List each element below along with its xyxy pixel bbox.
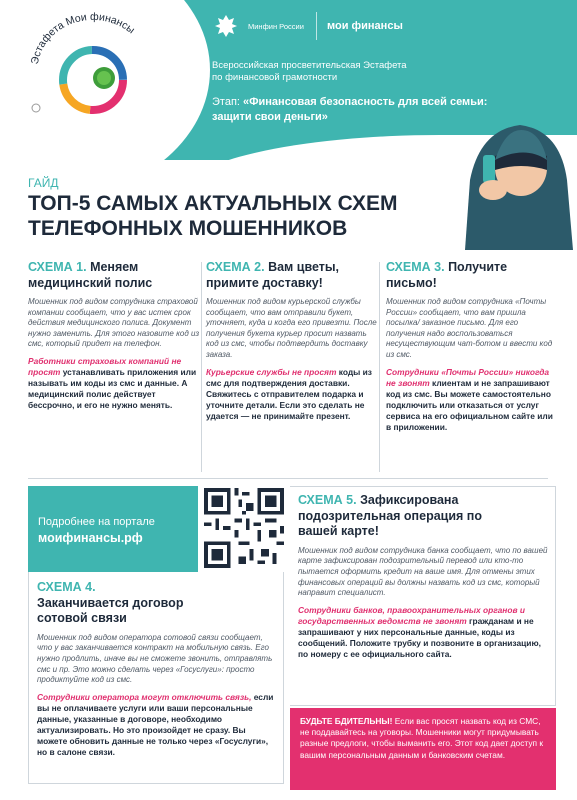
- scheme-2-number: СХЕМА 2.: [206, 260, 265, 274]
- scheme-4-heading: [37, 580, 277, 627]
- relay-line1: Всероссийская просветительская Эстафета: [212, 60, 407, 71]
- scheme-5-warning-text: гражданам и не запрашивают у них персональные данные, коды из сообщений. Положите трубку и позвоните в организацию, по номеру с ее официального сайта.: [298, 615, 541, 659]
- title-line2: ТЕЛЕФОННЫХ МОШЕННИКОВ: [28, 216, 348, 240]
- eagle-emblem-icon: [212, 12, 240, 40]
- minfin-label: Минфин России: [248, 21, 304, 31]
- scheme-5-heading: [298, 493, 488, 540]
- scheme-4-warning-text: если вы не оплачиваете услуги или ваши персональные данные, указанные в договоре, необходимо актуализировать. Но это произойдет не сразу. Вы можете обновить данные не только через «Госуслуги», но в салоне связи.: [37, 691, 274, 758]
- alert-text: Если вас просят назвать код из СМС, не поддавайтесь на уговоры. Мошенники могут придумывать разные предлоги, чтобы выманить его. Этот код дает доступ к вашим персональным данным и банковским счетам.: [300, 716, 544, 760]
- brand-divider: [316, 12, 317, 40]
- scheme-4-warning-highlight: Сотрудники оператора могут отключить связь,: [37, 691, 252, 702]
- scheme-1-warning-highlight: Работники страховых компаний не просят: [28, 355, 182, 378]
- scheme-1-heading: [28, 260, 200, 291]
- scheme-1: [28, 260, 200, 411]
- section-divider: [28, 478, 548, 479]
- hooded-fraudster-illustration: [455, 90, 577, 250]
- scheme-1-number: СХЕМА 1.: [28, 260, 87, 274]
- scheme-1-warning: [28, 356, 200, 411]
- column-divider-1: [201, 262, 202, 472]
- portal-caption: Подробнее на портале: [38, 516, 155, 528]
- portal-banner[interactable]: [28, 486, 198, 572]
- scheme-4-description: Мошенник под видом оператора сотовой связи сообщает, что у вас заканчивается контракт на мобильную связь. Его нужно продлить, иначе вы не сможете звонить, отправлять смс и пр. Это можно сделать через «Госуслуги»: просто продиктуйте код из смс.: [37, 632, 273, 685]
- scheme-2: [206, 260, 378, 422]
- stage-prefix: Этап:: [212, 96, 244, 108]
- scheme-3: [386, 260, 558, 433]
- scheme-2-title: Вам цветы, примите доставку!: [206, 260, 340, 290]
- scheme-4-number: СХЕМА 4.: [37, 580, 96, 594]
- scheme-3-warning-text: клиентам и не запрашивают код из смс. Вы можете самостоятельно подключить или отказаться от услуг сервиса на его официальном сайте или в приложении.: [386, 377, 553, 432]
- vigilance-alert: [290, 708, 556, 790]
- relay-caption: [212, 60, 482, 85]
- alert-heading: БУДЬТЕ БДИТЕЛЬНЫ!: [300, 716, 393, 726]
- logo-text: Эстафета Мои финансы: [28, 10, 137, 66]
- stage-title: «Финансовая безопасность для всей семьи: защити свои деньги»: [212, 96, 488, 123]
- guide-label: ГАЙД: [28, 176, 59, 190]
- qr-code[interactable]: [204, 488, 284, 568]
- scheme-1-title: Меняем медицинский полис: [28, 260, 153, 290]
- scheme-3-heading: [386, 260, 558, 291]
- scheme-5-description: Мошенник под видом сотрудника банка сообщает, что по вашей карте зафиксирован подозрительный перевод или кто-то пытается оформить кредит на ваше имя. Для отмены этих финансовых операций вы должны назвать код из смс, который направит специалист.: [298, 545, 548, 598]
- scheme-5-warning-highlight: Сотрудники банков, правоохранительных органов и государственных ведомств не звонят: [298, 604, 525, 626]
- title-line1: ТОП-5 САМЫХ АКТУАЛЬНЫХ СХЕМ: [28, 192, 398, 215]
- scheme-4-title: Заканчивается договор сотовой связи: [37, 595, 184, 626]
- stage-caption: [212, 95, 492, 125]
- scheme-2-description: Мошенник под видом курьерской службы сообщает, что вам отправили букет, уточняет, куда и когда его привезти. После получения букета курьер просит назвать код из смс, чтобы подтвердить доставку заказа.: [206, 297, 377, 359]
- portal-link[interactable]: моифинансы.рф: [38, 531, 143, 545]
- relay-line2: по финансовой грамотности: [212, 72, 338, 84]
- scheme-5: [290, 486, 556, 706]
- scheme-1-description: Мошенник под видом сотрудника страховой компании сообщает, что у вас истек срок действия медицинского полиса. Документ нужно заменить. Для этого назовите код из смс, который придет на телефон.: [28, 297, 200, 349]
- scheme-4-warning: [37, 692, 277, 759]
- scheme-2-warning-highlight: Курьерские службы не просят: [206, 366, 337, 377]
- scheme-2-heading: [206, 260, 378, 291]
- scheme-5-title: Зафиксирована подозрительная операция по вашей карте!: [298, 493, 482, 539]
- scheme-5-warning: [298, 605, 549, 660]
- scheme-3-title: Получите письмо!: [386, 260, 508, 290]
- scheme-4: [28, 572, 284, 784]
- scheme-3-description: Мошенник под видом сотрудника «Почты России» сообщает, что вам пришла посылка/ заказное письмо. Для его получения надо воспользоваться несуществующим чат-ботом и ввести код из смс.: [386, 297, 553, 359]
- scheme-3-warning: [386, 367, 558, 434]
- scheme-5-number: СХЕМА 5.: [298, 493, 357, 507]
- scheme-1-warning-text: устанавливать приложения или называть им коды из смс и данные. А медицинский полис действует бессрочно, и его не нужно менять.: [28, 367, 197, 411]
- brand-block: [212, 12, 403, 40]
- moi-finansy-label: мои финансы: [327, 20, 403, 32]
- column-divider-2: [379, 262, 380, 472]
- page-title: [28, 192, 448, 242]
- scheme-2-warning-text: коды из смс для подтверждения доставки. Свяжитесь с отправителем подарка и уточните детали. Если это сделать не удается — не принимайте презент.: [206, 366, 372, 421]
- scheme-3-number: СХЕМА 3.: [386, 260, 445, 274]
- relay-logo: [18, 8, 168, 123]
- scheme-3-warning-highlight: Сотрудники «Почты России» никогда не звонят: [386, 366, 550, 388]
- scheme-2-warning: [206, 367, 378, 422]
